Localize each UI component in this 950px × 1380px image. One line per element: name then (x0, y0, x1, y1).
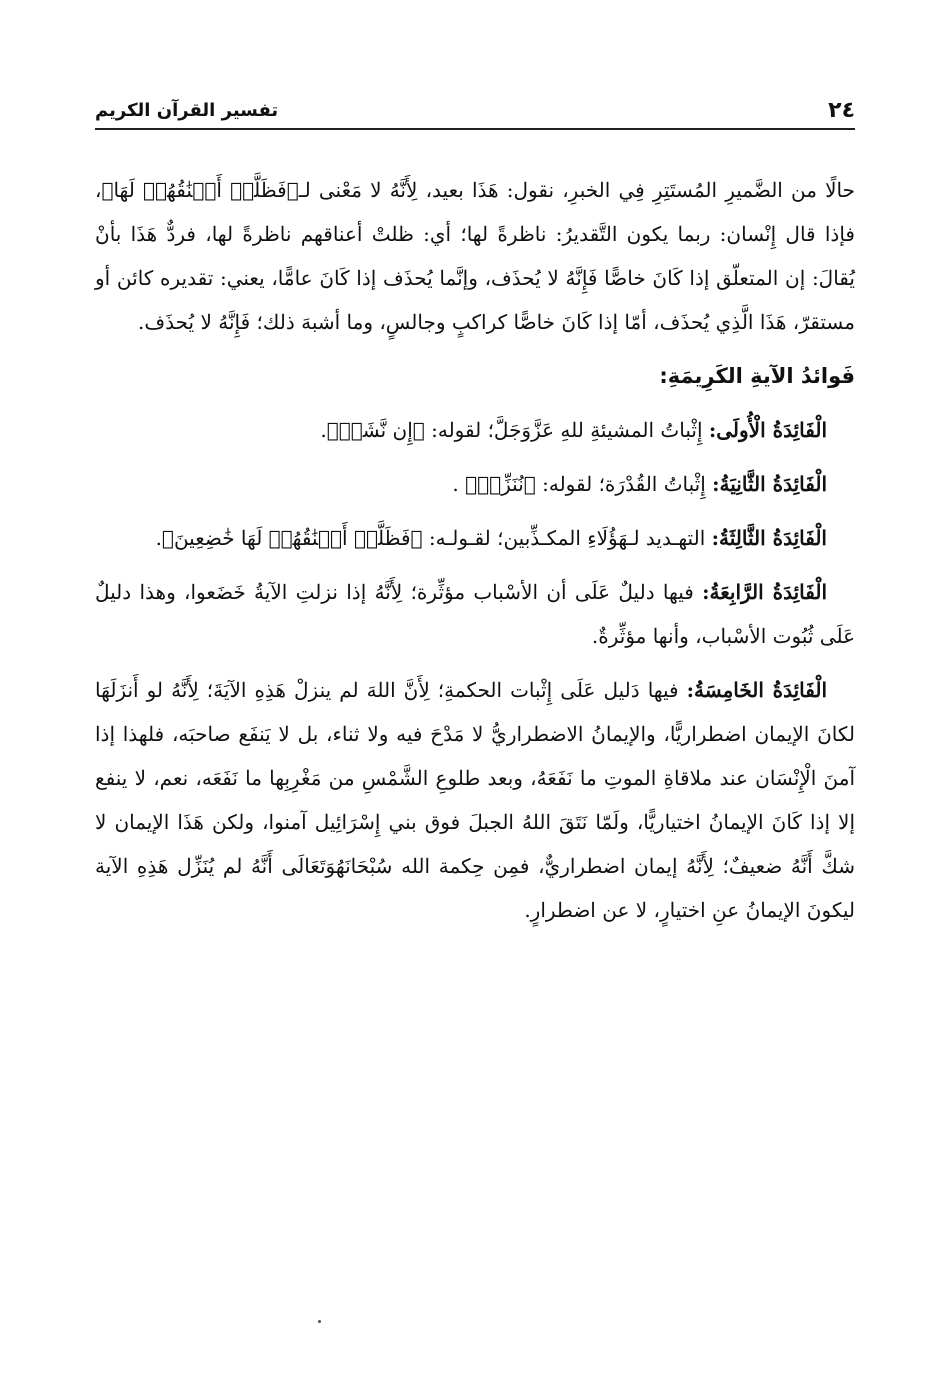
benefit-2 (95, 462, 855, 506)
benefit-3-label: الْفَائِدَةُ الثَّالِثَةُ: (711, 526, 827, 550)
benefit-4 (95, 570, 855, 658)
running-title: تفسير القرآن الكريم (95, 100, 279, 121)
benefit-1-text: إِثْباتُ المشيئةِ للهِ عَزَّوَجَلَّ؛ لقوله: ﴿إِن نَّشَأۡ﴾. (320, 418, 709, 442)
benefit-3 (95, 516, 855, 560)
header-rule (95, 128, 855, 130)
page-body (95, 168, 855, 942)
benefit-5-text: فيها دَليل عَلَى إِثْبات الحكمةِ؛ لِأَنَّ اللهَ لم ينزلْ هَذِهِ الآيَةَ؛ لِأَنَّهُ لو أَنزَلَهَا لكانَ الإيمان اضطراريًّا، والإيمانُ الاضطراريُّ لا مَدْحَ فيه ولا ثناء، بل لا يَنفَع صاحبَه، فلهذا إذا آمنَ الْإِنْسَان عند ملاقاةِ الموتِ ما نَفَعَهُ، وبعد طلوعِ الشَّمْسِ من مَغْرِبِها ما نَفَعَه، نعم، لا ينفع إلا إذا كَانَ الإيمانُ اختياريًّا، ولَمّا نَتَقَ اللهُ الجبلَ فوق بني إِسْرَائِيل آمنوا، ولكن هَذَا الإيمان لا شكَّ أَنَّهُ ضعيفٌ؛ لِأَنَّهُ إيمان اضطراريٌّ، فمِن حِكمة الله سُبْحَانَهُوَتَعَالَى أَنَّهُ لم يُنَزِّل هَذِهِ الآية ليكونَ الإيمانُ عنِ اختيارٍ، لا عن اضطرارٍ. (95, 678, 855, 922)
benefit-1 (95, 408, 855, 452)
benefit-5-label: الْفَائِدَةُ الخَامِسَةُ: (686, 678, 828, 702)
benefit-4-label: الْفَائِدَةُ الرَّابِعَةُ: (702, 580, 828, 604)
page-number: ٢٤ (828, 98, 855, 123)
benefit-1-label: الْفَائِدَةُ الْأُولَى: (708, 418, 827, 442)
benefit-2-label: الْفَائِدَةُ الثَّانِيَةُ: (712, 472, 827, 496)
benefit-4-text: فيها دليلٌ عَلَى أن الأسْباب مؤثِّرة؛ لِأَنَّهُ إذا نزلتِ الآيةُ خَضَعوا، وهذا دليلٌ عَلَى ثُبُوت الأسْباب، وأنها مؤثِّرةٌ. (95, 580, 855, 648)
section-heading: فَوائدُ الآيةِ الكَرِيمَةِ: (659, 364, 855, 388)
scan-speck (318, 1320, 321, 1323)
benefit-2-text: إِثْباتُ القُدْرَة؛ لقوله: ﴿نُنَزِّلۡ﴾ . (452, 472, 713, 496)
paragraph-intro: حالًا من الضَّميرِ المُستَتِرِ فِي الخبرِ، نقول: هَذَا بعيد، لِأَنَّهُ لا مَعْنى لـ﴿فَظَلَّتۡ أَعۡنَٰقُهُمۡ لَهَا﴾، فإذا قال إِنْسان: ربما يكون التَّقديرُ: ناظرةً لها؛ أي: ظلتْ أعناقهم ناظرةً لها، فردٌّ هَذَا بأنْ يُقالَ: إن المتعلّق إذا كَانَ خاصًّا فَإِنَّهُ لا يُحذَف، وإنَّما يُحذَف إذا كَانَ عامًّا، يعني: تقديره كائن أو مستقرّ، هَذَا الَّذِي يُحذَف، أمّا إذا كَانَ خاصًّا كراكبٍ وجالسٍ، وما أشبهَ ذلك؛ فَإِنَّهُ لا يُحذَف. (95, 178, 855, 334)
benefit-3-text: التهـديد لـهَؤُلَاءِ المكـذِّبين؛ لقـولـه: ﴿فَظَلَّتۡ أَعۡنَٰقُهُمۡ لَهَا خَٰضِعِينَ﴾. (155, 526, 712, 550)
benefit-5 (95, 668, 855, 932)
